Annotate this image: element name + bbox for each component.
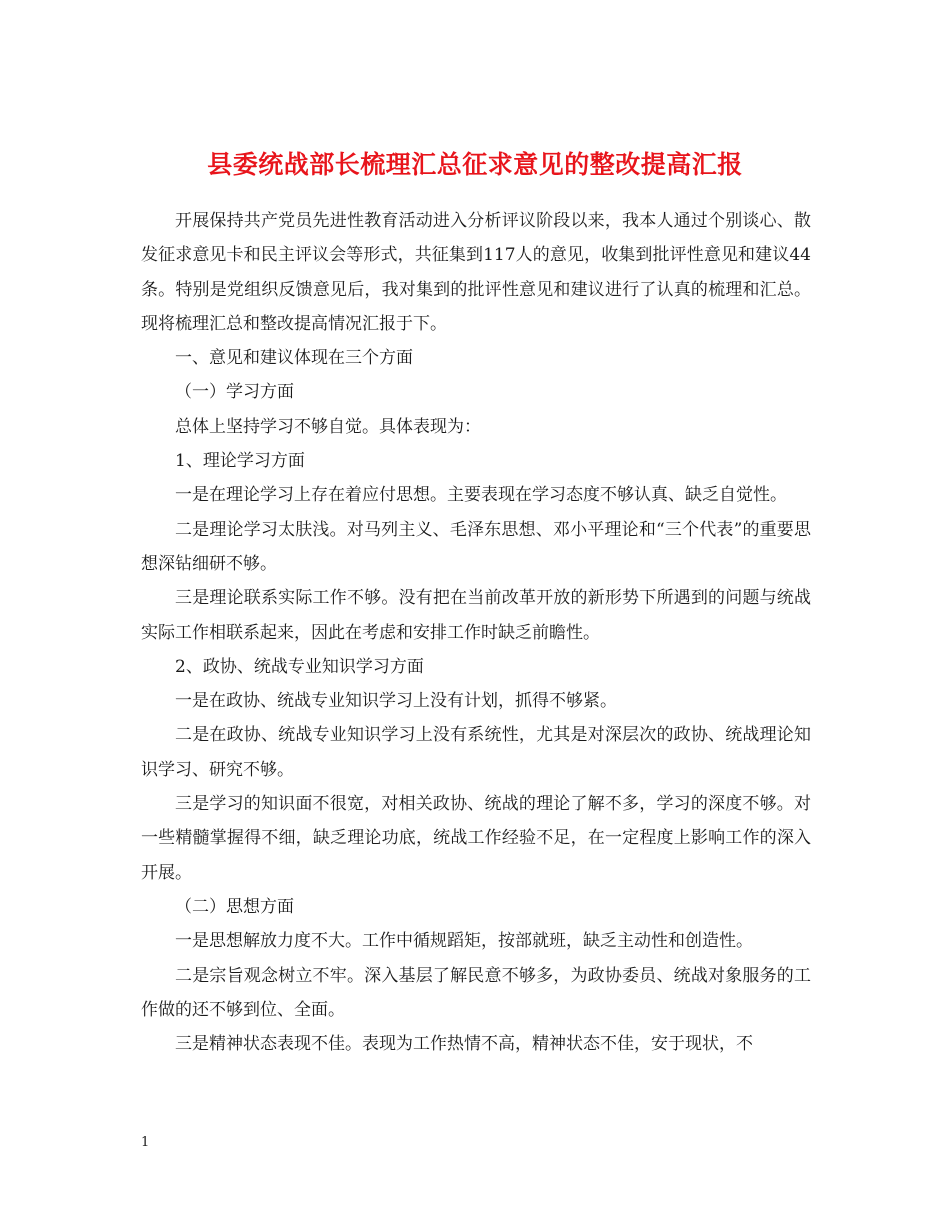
paragraph: 二是宗旨观念树立不牢。深入基层了解民意不够多，为政协委员、统战对象服务的工作做的还不够到位、全面。 [141,965,811,1020]
paragraph: 一是思想解放力度不大。工作中循规蹈矩，按部就班，缺乏主动性和创造性。 [175,931,753,952]
section-heading: 一、意见和建议体现在三个方面 [175,348,413,369]
document-title: 县委统战部长梳理汇总征求意见的整改提高汇报 [207,149,743,179]
paragraph: 一是在理论学习上存在着应付思想。主要表现在学习态度不够认真、缺乏自觉性。 [175,485,787,506]
paragraph: 二是理论学习太肤浅。对马列主义、毛泽东思想、邓小平理论和“三个代表”的重要思想深钻细研不够。 [141,519,811,574]
subsection-heading: （一）学习方面 [175,382,294,403]
paragraph: 三是学习的知识面不很宽，对相关政协、统战的理论了解不多，学习的深度不够。对一些精髓掌握得不细，缺乏理论功底，统战工作经验不足，在一定程度上影响工作的深入开展。 [141,794,811,883]
subsection-heading: （二）思想方面 [175,896,294,917]
page-number: 1 [141,1135,150,1150]
document-body [141,204,811,1061]
subsection-heading: 2、政协、统战专业知识学习方面 [175,656,424,677]
paragraph: 三是精神状态表现不佳。表现为工作热情不高，精神状态不佳，安于现状，不 [175,1034,753,1055]
paragraph: 一是在政协、统战专业知识学习上没有计划，抓得不够紧。 [175,691,617,712]
paragraph: 开展保持共产党员先进性教育活动进入分析评议阶段以来，我本人通过个别谈心、散发征求意见卡和民主评议会等形式，共征集到117人的意见，收集到批评性意见和建议44条。特别是党组织反馈意见后，我对集到的批评性意见和建议进行了认真的梳理和汇总。现将梳理汇总和整改提高情况汇报于下。 [141,211,811,334]
paragraph: 总体上坚持学习不够自觉。具体表现为： [175,416,481,437]
paragraph: 三是理论联系实际工作不够。没有把在当前改革开放的新形势下所遇到的问题与统战实际工作相联系起来，因此在考虑和安排工作时缺乏前瞻性。 [141,588,811,643]
paragraph: 二是在政协、统战专业知识学习上没有系统性，尤其是对深层次的政协、统战理论知识学习、研究不够。 [141,725,811,780]
subsection-heading: 1、理论学习方面 [175,451,305,472]
